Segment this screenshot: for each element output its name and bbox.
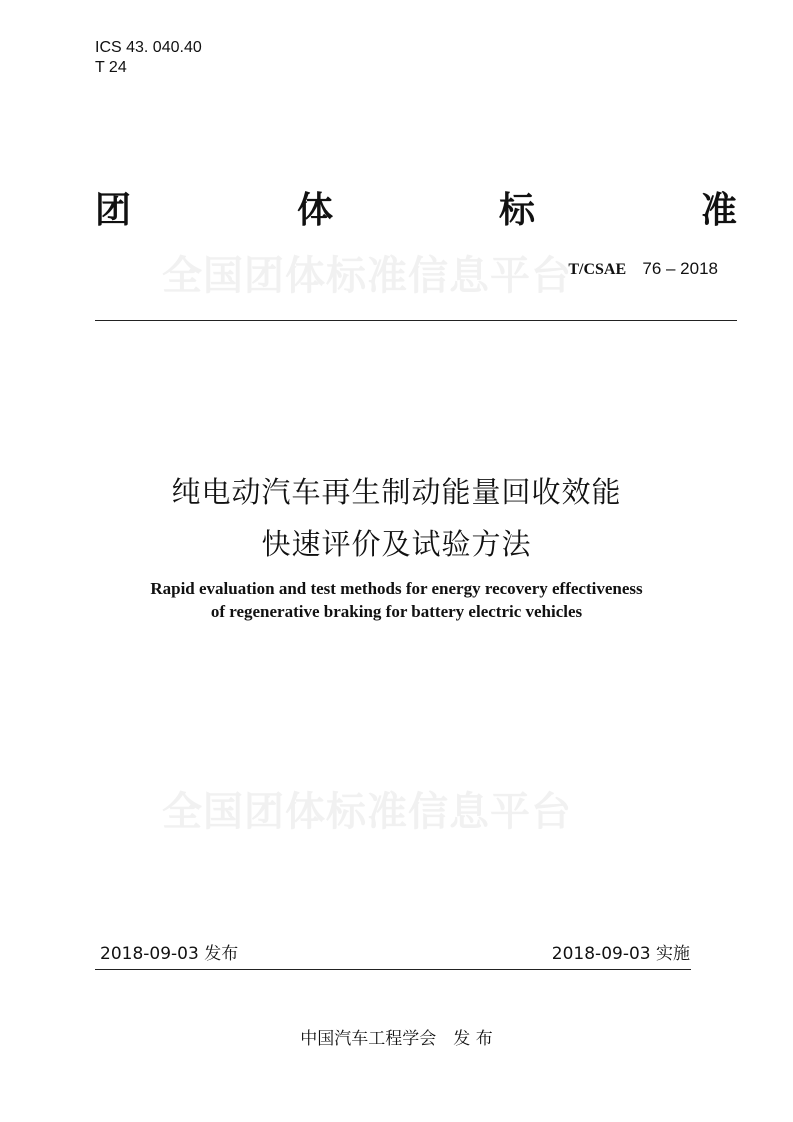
category-code: T 24	[95, 59, 127, 76]
watermark-top: 全国团体标准信息平台	[162, 253, 572, 299]
issue-date: 2018-09-03 发布	[100, 944, 239, 964]
ics-code: ICS 43. 040.40	[95, 39, 202, 56]
bottom-divider	[95, 969, 691, 970]
heading-char-1: 团	[95, 190, 132, 231]
title-en-line-2: of regenerative braking for battery electric vehicles	[210, 602, 583, 621]
title-cn-line-1: 纯电动汽车再生制动能量回收效能	[171, 475, 622, 509]
heading-char-2: 体	[296, 190, 333, 231]
heading-char-4: 准	[700, 190, 737, 231]
document-type-heading	[95, 186, 737, 236]
title-cn-line-2: 快速评价及试验方法	[261, 527, 532, 561]
standard-number	[568, 258, 718, 281]
implementation-date: 2018-09-03 实施	[551, 944, 690, 964]
standard-org: T/CSAE	[568, 261, 627, 278]
heading-char-3: 标	[498, 190, 535, 231]
classification-block	[95, 38, 202, 78]
standard-num: 76 – 2018	[642, 259, 718, 278]
watermark-bottom: 全国团体标准信息平台	[162, 789, 572, 835]
publisher: 中国汽车工程学会 发 布	[300, 1029, 493, 1049]
title-en-line-1: Rapid evaluation and test methods for energy recovery effectiveness	[150, 579, 643, 598]
top-divider	[95, 320, 737, 321]
